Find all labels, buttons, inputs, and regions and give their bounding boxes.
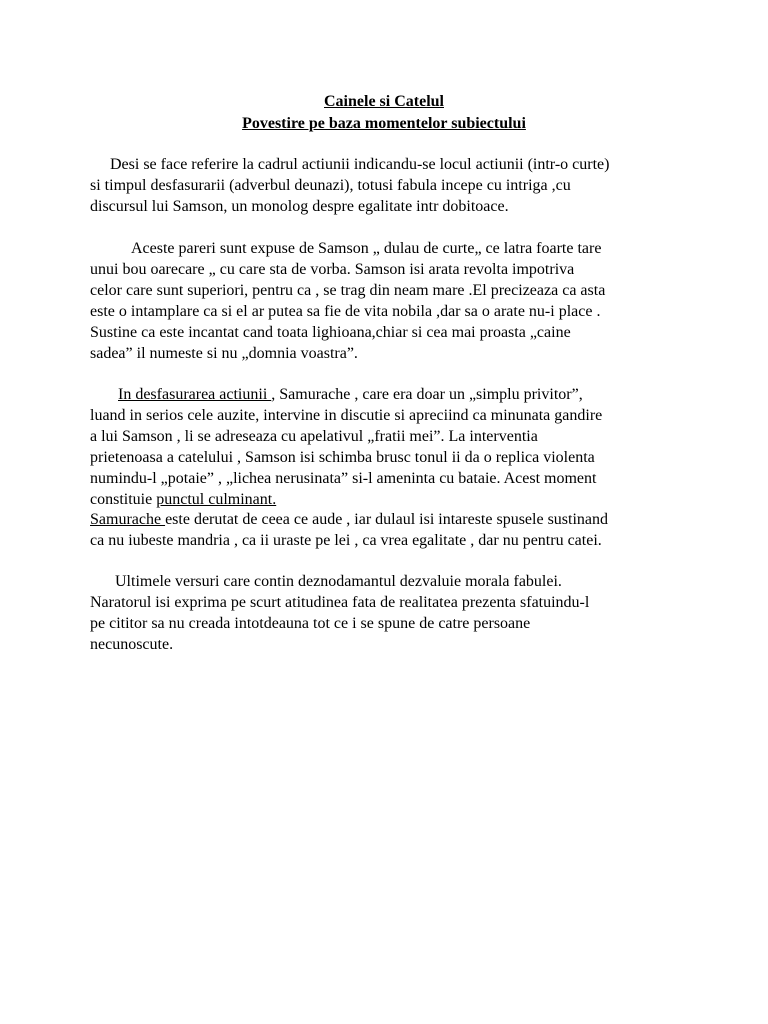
paragraph-3-text: constituie (90, 491, 157, 508)
paragraph-3-line: ca nu iubeste mandria , ca ii uraste pe lei , ca vrea egalitate , dar nu pentru catei. (90, 532, 602, 549)
paragraph-4-line: Naratorul isi exprima pe scurt atitudinea fata de realitatea prezenta sfatuindu-l (90, 594, 590, 611)
paragraph-1-line: Desi se face referire la cadrul actiunii indicandu-se locul actiunii (intr-o curte) (110, 156, 610, 173)
underlined-phrase: punctul culminant. (156, 491, 277, 508)
underlined-phrase: In desfasurarea actiunii (118, 386, 272, 403)
paragraph-3-line: luand in serios cele auzite, intervine in discutie si apreciind ca minunata gandire (90, 407, 603, 424)
document-title: Cainele si Catelul (324, 93, 444, 110)
paragraph-3-line (90, 490, 276, 510)
paragraph-3-line: numindu-l „potaie” , „lichea nerusinata” si-l ameninta cu bataie. Acest moment (90, 470, 597, 487)
paragraph-3-text: , Samurache , care era doar un „simplu privitor”, (271, 386, 583, 403)
paragraph-2-line: este o intamplare ca si el ar putea sa fie de vita nobila ,dar sa o arate nu-i place . (90, 303, 601, 320)
paragraph-1-line: si timpul desfasurarii (adverbul deunazi), totusi fabula incepe cu intriga ,cu (90, 177, 571, 194)
paragraph-2-line: sadea” il numeste si nu „domnia voastra”. (90, 345, 358, 362)
paragraph-3-text: este derutat de ceea ce aude , iar dulaul isi intareste spusele sustinand (165, 511, 609, 528)
paragraph-3-line: a lui Samson , li se adreseaza cu apelativul „fratii mei”. La interventia (90, 428, 538, 445)
paragraph-2-line: celor care sunt superiori, pentru ca , se trag din neam mare .El precizeaza ca asta (90, 282, 606, 299)
paragraph-3-line: prietenoasa a catelului , Samson isi schimba brusc tonul ii da o replica violenta (90, 449, 595, 466)
paragraph-2-line: unui bou oarecare „ cu care sta de vorba. Samson isi arata revolta impotriva (90, 261, 575, 278)
paragraph-2-line: Aceste pareri sunt expuse de Samson „ dulau de curte„ ce latra foarte tare (131, 240, 602, 257)
document-subtitle: Povestire pe baza momentelor subiectului (242, 115, 526, 132)
paragraph-3-line (118, 385, 583, 405)
paragraph-3-line (90, 510, 608, 530)
paragraph-4-line: necunoscute. (90, 636, 174, 653)
paragraph-4-line: Ultimele versuri care contin deznodamantul dezvaluie morala fabulei. (115, 573, 562, 590)
paragraph-4-line: pe cititor sa nu creada intotdeauna tot ce i se spune de catre persoane (90, 615, 531, 632)
underlined-phrase: Samurache (90, 511, 166, 528)
paragraph-1-line: discursul lui Samson, un monolog despre egalitate intr dobitoace. (90, 198, 509, 215)
paragraph-2-line: Sustine ca este incantat cand toata lighioana,chiar si cea mai proasta „caine (90, 324, 571, 341)
